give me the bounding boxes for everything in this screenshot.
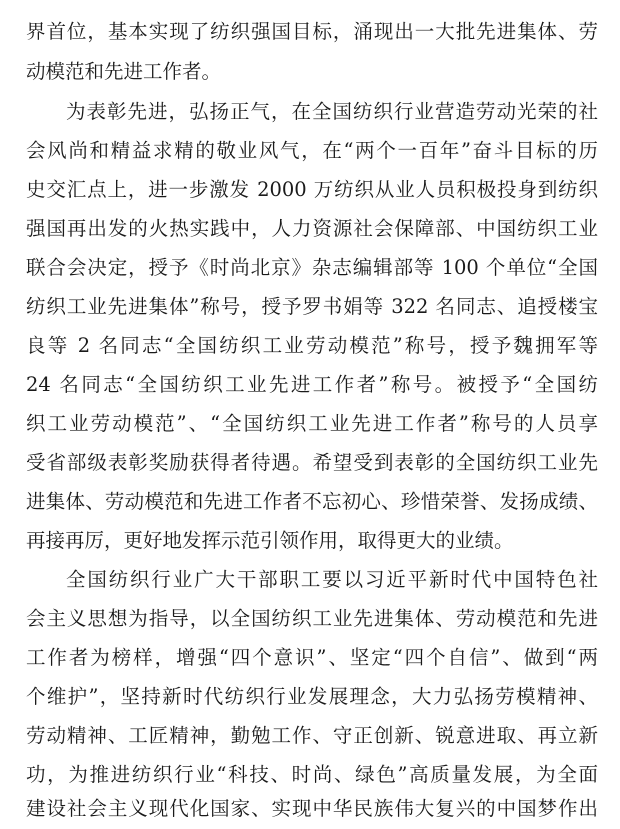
text-line: 个维护”，坚持新时代纺织行业发展理念，大力弘扬劳模精神、 [26,685,598,708]
paragraph-first-line: 为表彰先进，弘扬正气，在全国纺织行业营造劳动光荣的社 [66,100,598,123]
text-line: 受省部级表彰奖励获得者待遇。希望受到表彰的全国纺织工业先 [26,451,598,474]
text-line: 进集体、劳动模范和先进工作者不忘初心、珍惜荣誉、发扬成绩、 [26,490,598,513]
text-line: 联合会决定，授予《时尚北京》杂志编辑部等 100 个单位“全国 [26,256,598,279]
text-line: 再接再厉，更好地发挥示范引领作用，取得更大的业绩。 [26,529,514,552]
text-line: 劳动精神、工匠精神，勤勉工作、守正创新、锐意进取、再立新 [26,724,598,747]
text-line: 动模范和先进工作者。 [26,60,222,83]
text-line: 会风尚和精益求精的敬业风气，在“两个一百年”奋斗目标的历 [26,139,598,162]
text-line: 界首位，基本实现了纺织强国目标，涌现出一大批先进集体、劳 [26,20,598,43]
text-line: 史交汇点上，进一步激发 2000 万纺织从业人员积极投身到纺织 [26,178,598,201]
text-line: 建设社会主义现代化国家、实现中华民族伟大复兴的中国梦作出 [26,797,598,820]
paragraph-first-line: 全国纺织行业广大干部职工要以习近平新时代中国特色社 [66,568,598,591]
text-line: 工作者为榜样，增强“四个意识”、坚定“四个自信”、做到“两 [26,646,598,669]
text-line: 功，为推进纺织行业“科技、时尚、绿色”高质量发展，为全面 [26,763,598,786]
text-line: 会主义思想为指导，以全国纺织工业先进集体、劳动模范和先进 [26,607,598,630]
text-line: 良等 2 名同志“全国纺织工业劳动模范”称号，授予魏拥军等 [26,334,598,357]
text-line: 强国再出发的火热实践中，人力资源社会保障部、中国纺织工业 [26,217,598,240]
text-line: 纺织工业先进集体”称号，授予罗书娟等 322 名同志、追授楼宝 [26,295,598,318]
text-line: 织工业劳动模范”、“全国纺织工业先进工作者”称号的人员享 [26,412,598,435]
text-line: 24 名同志“全国纺织工业先进工作者”称号。被授予“全国纺 [26,373,598,396]
